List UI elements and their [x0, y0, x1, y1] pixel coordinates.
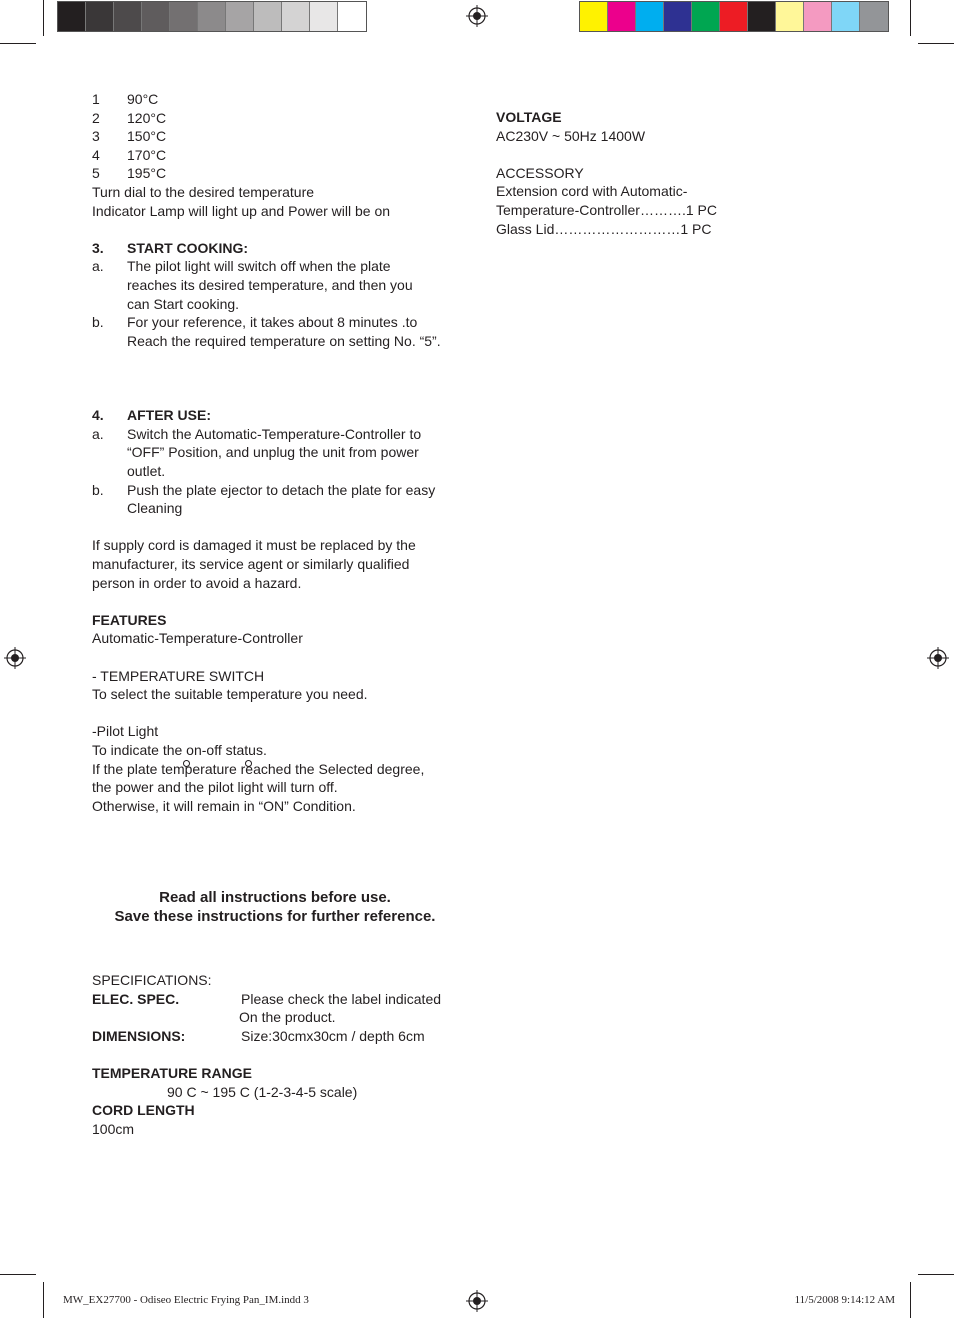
color-swatch — [254, 2, 282, 31]
specifications-label: SPECIFICATIONS: — [92, 972, 212, 988]
footer-timestamp: 11/5/2008 9:14:12 AM — [794, 1294, 895, 1306]
registration-mark-icon — [4, 647, 26, 669]
color-swatch — [692, 2, 720, 31]
accessory-heading: ACCESSORY — [496, 164, 584, 181]
accessory-item: Extension cord with Automatic- — [496, 183, 688, 200]
color-swatch — [198, 2, 226, 31]
temp-setting-row: 1 90°C — [92, 91, 159, 107]
elec-spec-value: On the product. — [239, 1009, 336, 1026]
color-swatch — [860, 2, 888, 31]
cord-warning: If supply cord is damaged it must be replaced by the — [92, 537, 416, 554]
color-swatch — [114, 2, 142, 31]
voltage-heading: VOLTAGE — [496, 109, 562, 125]
pilot-light-title: -Pilot Light — [92, 723, 159, 740]
temp-setting-row: 5 195°C — [92, 165, 167, 182]
temp-setting-row: 3 150°C — [92, 128, 167, 145]
elec-spec-label: ELEC. SPEC. — [92, 990, 180, 1007]
registration-mark-icon — [927, 647, 949, 669]
crop-mark — [918, 43, 954, 44]
temp-setting-row: 4 170°C — [92, 146, 167, 163]
cord-warning: person in order to avoid a hazard. — [92, 574, 302, 591]
color-swatch — [608, 2, 636, 31]
color-swatch — [580, 2, 608, 31]
color-swatch — [226, 2, 254, 31]
process-color-bar — [579, 1, 889, 32]
color-swatch — [142, 2, 170, 31]
dimensions-label: DIMENSIONS: — [92, 1027, 186, 1044]
section-heading-after-use: 4. AFTER USE: — [92, 407, 211, 424]
temperature-range-value: 90 C ~ 195 C (1-2-3-4-5 scale) — [167, 1083, 358, 1100]
registration-mark-icon — [466, 5, 488, 27]
indicator-instruction: Indicator Lamp will light up and Power will be on — [92, 202, 391, 219]
color-swatch — [720, 2, 748, 31]
temperature-range-label: TEMPERATURE RANGE — [92, 1065, 252, 1081]
color-swatch — [58, 2, 86, 31]
list-item: a. The pilot light will switch off when the plate — [92, 258, 391, 275]
color-swatch — [748, 2, 776, 31]
cord-length-label: CORD LENGTH — [92, 1102, 195, 1119]
color-swatch — [832, 2, 860, 31]
color-swatch — [310, 2, 338, 31]
crop-mark — [918, 1274, 954, 1275]
list-item: b. Push the plate ejector to detach the plate for easy — [92, 481, 436, 498]
color-swatch — [664, 2, 692, 31]
crop-mark — [0, 1274, 36, 1275]
dial-instruction: Turn dial to the desired temperature — [92, 184, 315, 200]
pilot-light-desc: To indicate the on-off status. — [92, 742, 267, 758]
list-item: a. Switch the Automatic-Temperature-Controller to — [92, 425, 422, 442]
elec-spec-value: Please check the label indicated — [241, 990, 442, 1007]
crop-mark — [0, 43, 36, 44]
registration-mark-icon — [466, 1290, 488, 1312]
voltage-value: AC230V ~ 50Hz 1400W — [496, 127, 646, 144]
degree-symbol-icon — [245, 760, 252, 767]
accessory-item: Temperature-Controller……….1 PC — [496, 202, 717, 218]
footer-filename: MW_EX27700 - Odiseo Electric Frying Pan_IM.indd 3 — [63, 1294, 309, 1306]
pilot-light-desc: If the plate temperature reached the Selected degree, — [92, 760, 425, 777]
pilot-light-desc: Otherwise, it will remain in “ON” Condition. — [92, 797, 356, 814]
features-subtitle: Automatic-Temperature-Controller — [92, 630, 303, 647]
section-heading-start-cooking: 3. START COOKING: — [92, 239, 249, 256]
color-swatch — [338, 2, 366, 31]
crop-mark — [43, 0, 44, 36]
list-item: b. For your reference, it takes about 8 minutes .to — [92, 314, 418, 331]
temperature-switch-desc: To select the suitable temperature you need. — [92, 686, 368, 703]
color-swatch — [636, 2, 664, 31]
color-swatch — [86, 2, 114, 31]
temperature-switch-title: - TEMPERATURE SWITCH — [92, 667, 265, 684]
color-swatch — [170, 2, 198, 31]
degree-symbol-icon — [183, 760, 190, 767]
crop-mark — [910, 0, 911, 36]
crop-mark — [43, 1282, 44, 1318]
color-swatch — [804, 2, 832, 31]
read-instructions-notice: Read all instructions before use. Save these instructions for further reference. — [114, 889, 436, 925]
accessory-item: Glass Lid………………………1 PC — [496, 220, 712, 237]
crop-mark — [910, 1282, 911, 1318]
color-swatch — [282, 2, 310, 31]
grayscale-color-bar — [57, 1, 367, 32]
cord-warning: manufacturer, its service agent or similarly qualified — [92, 556, 410, 572]
features-heading: FEATURES — [92, 611, 167, 628]
dimensions-value: Size:30cmx30cm / depth 6cm — [241, 1027, 425, 1044]
color-swatch — [776, 2, 804, 31]
cord-length-value: 100cm — [92, 1120, 135, 1137]
pilot-light-desc: the power and the pilot light will turn off. — [92, 779, 338, 796]
temp-setting-row: 2 120°C — [92, 109, 167, 126]
